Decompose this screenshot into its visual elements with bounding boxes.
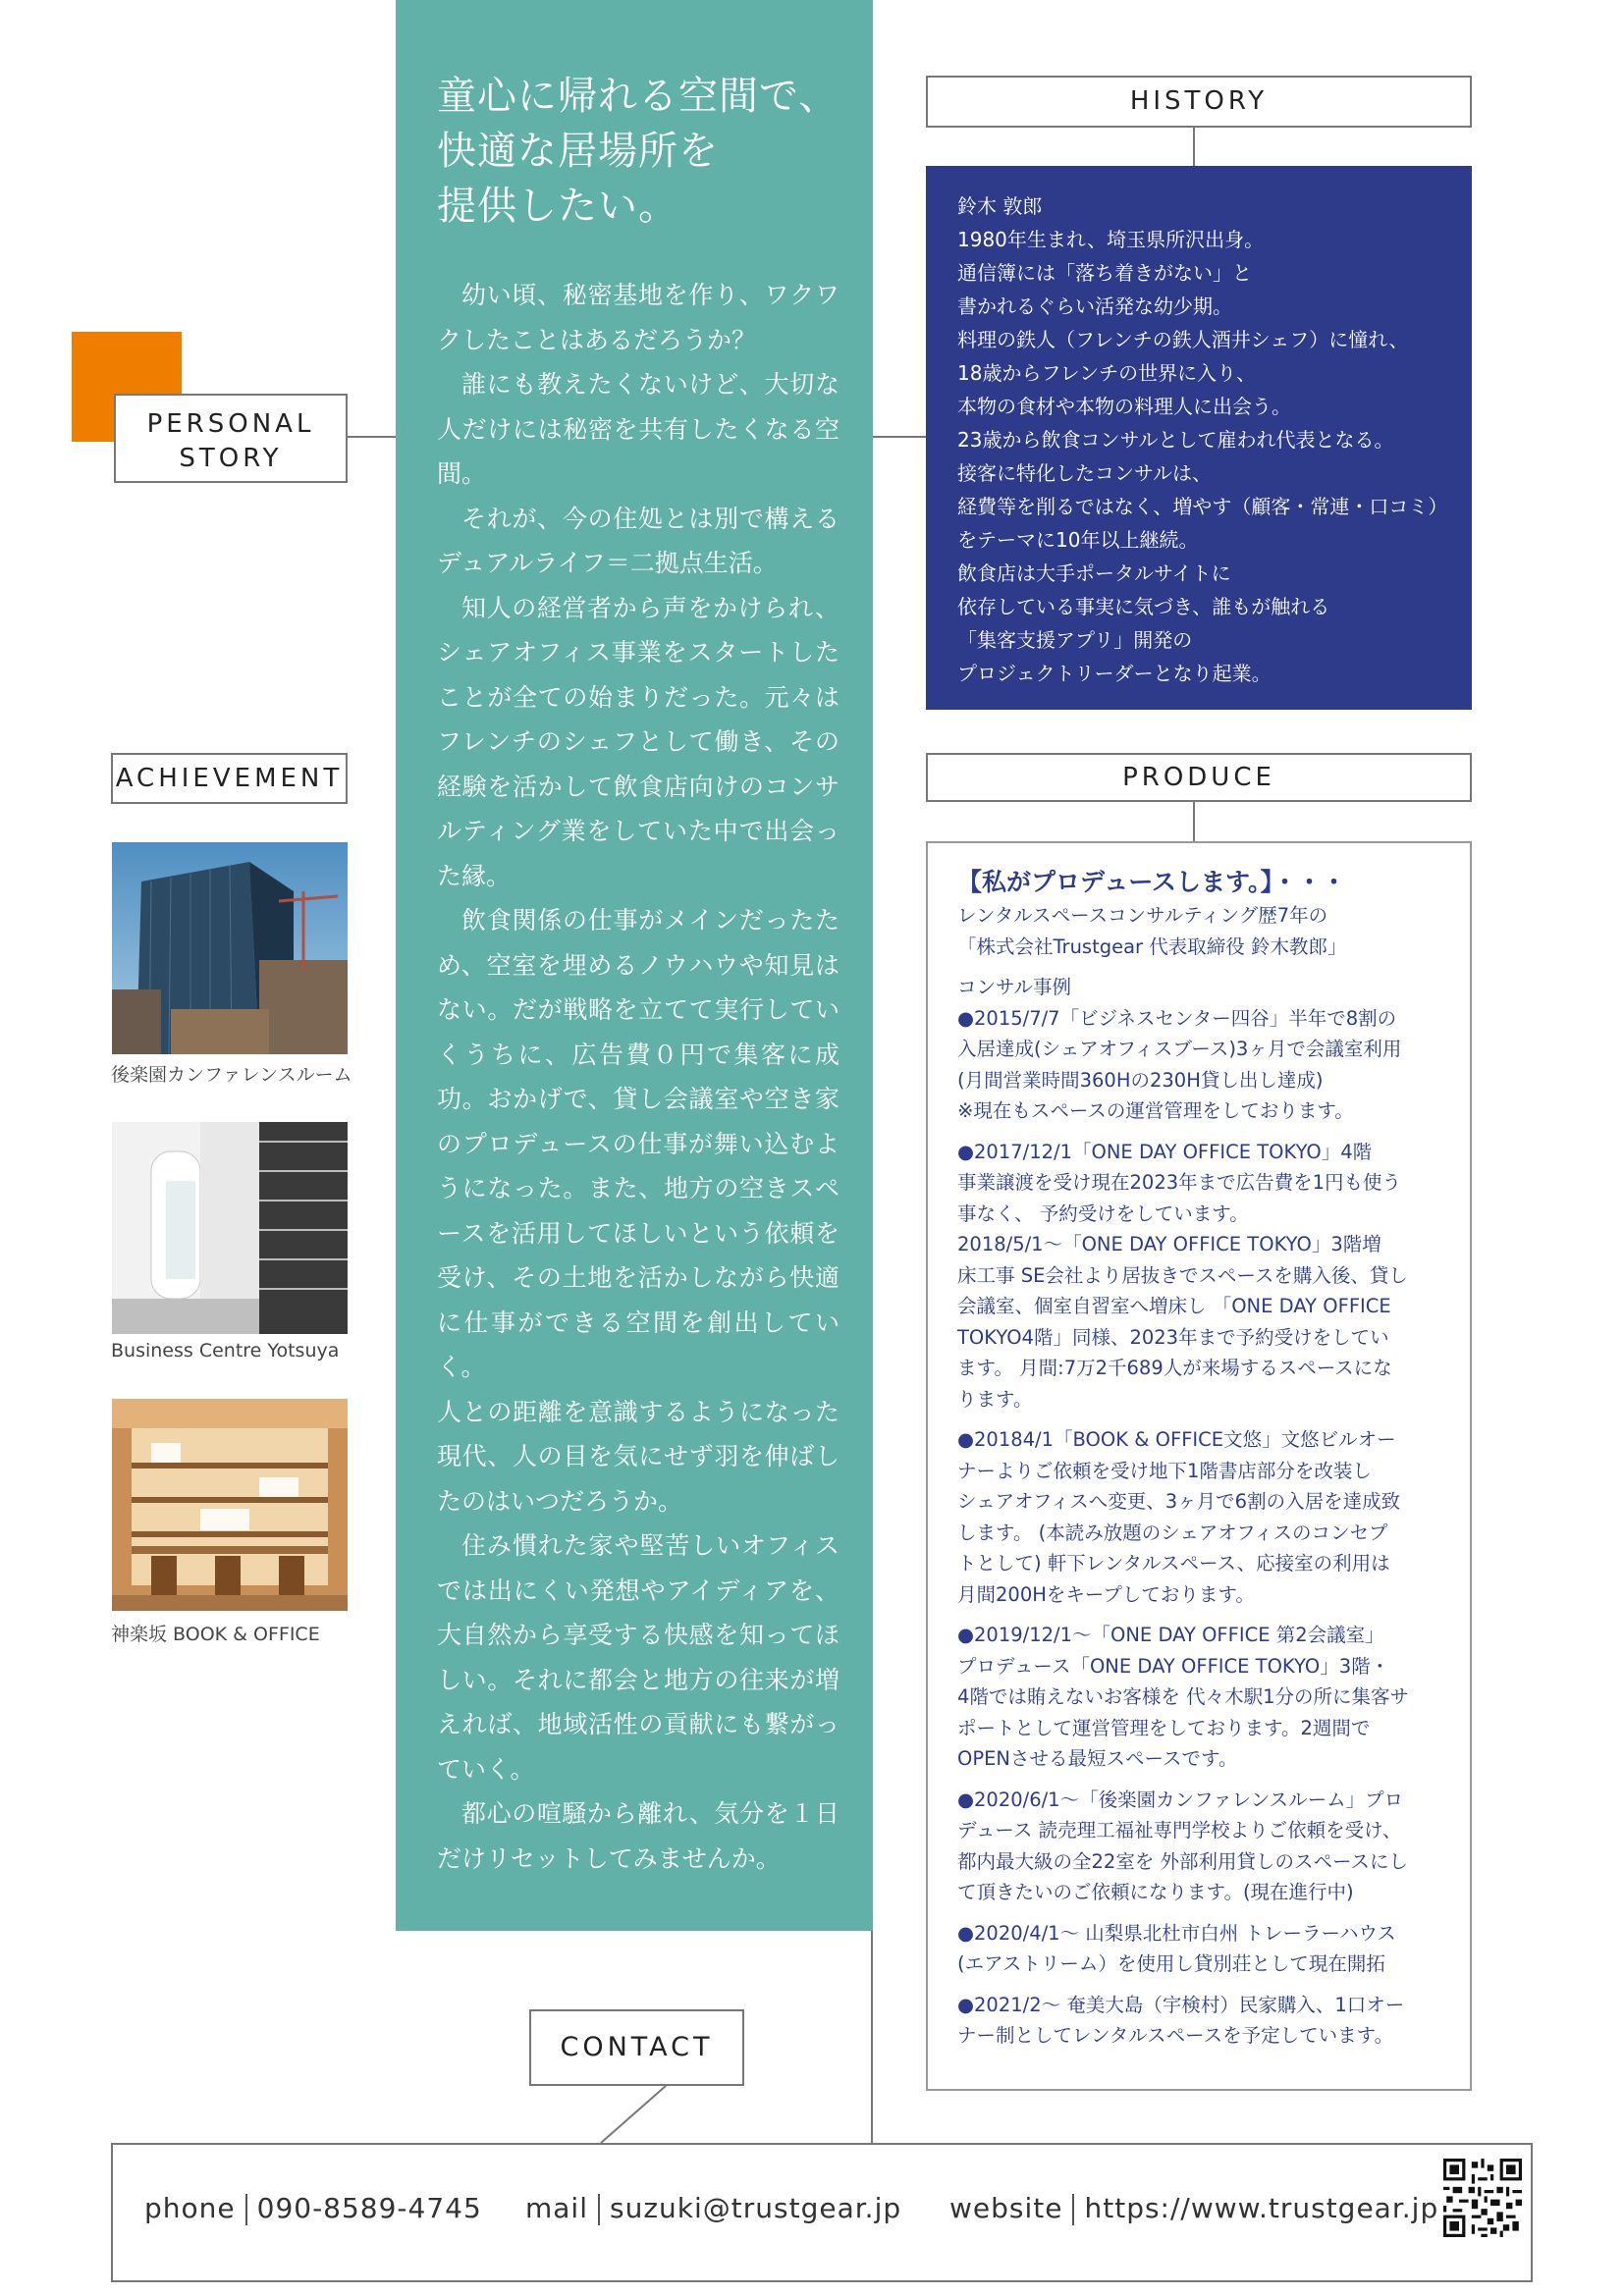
history-line: 飲食店は大手ポータルサイトに: [957, 561, 1231, 585]
produce-entry-line: トとして) 軒下レンタルスペース、応接室の利用は: [957, 1552, 1390, 1575]
produce-entry-line: ●2015/7/7「ビジネスセンター四谷」半年で8割の: [957, 1006, 1397, 1030]
produce-label: PRODUCE: [926, 753, 1472, 802]
contact-label: CONTACT: [529, 2009, 744, 2086]
produce-entry-line: ●2019/12/1～「ONE DAY OFFICE 第2会議室」: [957, 1624, 1384, 1646]
history-line: 1980年生まれ、埼玉県所沢出身。: [957, 228, 1265, 251]
phone-number[interactable]: 090-8589-4745: [256, 2192, 482, 2224]
produce-entry-line: 入居達成(シェアオフィスブース)3ヶ月で会議室利用: [957, 1038, 1402, 1060]
produce-entry-line: 2018/5/1～「ONE DAY OFFICE TOKYO」3階増: [957, 1233, 1381, 1255]
produce-entry-line: ます。 月間:7万2千689人が来場するスペースにな: [957, 1357, 1392, 1379]
produce-intro-line: 「株式会社Trustgear 代表取締役 鈴木教郎」: [957, 934, 1347, 958]
office-room-photo: [112, 1122, 348, 1334]
history-line: 本物の食材や本物の料理人に出会う。: [957, 395, 1291, 418]
history-line: 23歳から飲食コンサルとして雇われ代表となる。: [957, 428, 1394, 452]
produce-entry-line: デュース 読売理工福祉専門学校よりご依頼を受け、: [957, 1819, 1402, 1842]
history-label: HISTORY: [926, 76, 1472, 128]
story-paragraph: それが、今の住処とは別で構えるデュアルライフ＝二拠点生活。: [437, 504, 839, 577]
produce-entry-line: (エアストリーム）を使用し貸別荘として現在開拓: [957, 1952, 1385, 1975]
achievement-caption: 神楽坂 BOOK & OFFICE: [111, 1624, 320, 1645]
story-paragraph: 人との距離を意識するようになった現代、人の目を気にせず羽を伸ばしたのはいつだろうか。: [437, 1397, 839, 1516]
produce-entry-line: て頂きたいのご依頼になります。(現在進行中): [957, 1881, 1354, 1903]
history-line: 「集客支援アプリ」開発の: [957, 628, 1193, 652]
produce-entry-line: 4階では賄えないお客様を 代々木駅1分の所に集客サ: [957, 1685, 1410, 1708]
contact-phone[interactable]: [144, 2192, 482, 2225]
produce-entry-line: ●2021/2～ 奄美大島（宇検村）民家購入、1口オー: [957, 1993, 1405, 2016]
produce-entry-line: 会議室、個室自習室へ増床し 「ONE DAY OFFICE: [957, 1295, 1391, 1317]
story-paragraph: 知人の経営者から声をかけられ、シェアオフィス事業をスタートしたことが全ての始まりだった。元々はフレンチのシェフとして働き、その経験を活かして飲食店向けのコンサルティング業をしていた中で出会った縁。: [437, 593, 839, 890]
story-paragraph: 飲食関係の仕事がメインだったため、空室を埋めるノウハウや知見はない。だが戦略を立てて実行していくうちに、広告費０円で集客に成功。おかげで、貸し会議室や空き家のプロデュースの仕事が舞い込むようになった。また、地方の空きスペースを活用してほしいという依頼を受け、その土地を活かしながら快適に仕事ができる空間を創出していく。: [437, 906, 839, 1381]
achievement-caption: 後楽園カンファレンスルーム: [111, 1064, 352, 1086]
story-paragraph: 幼い頃、秘密基地を作り、ワクワクしたことはあるだろうか？: [437, 281, 839, 354]
headline-line: 提供したい。: [437, 184, 678, 229]
headline-line: 童心に帰れる空間で、: [437, 74, 839, 119]
history-line: 通信簿には「落ち着きがない」と: [957, 261, 1252, 285]
story-column: [396, 0, 873, 1931]
history-line: 18歳からフレンチの世界に入り、: [957, 361, 1257, 385]
center-column-line: [871, 1931, 873, 2143]
achievement-caption: Business Centre Yotsuya: [111, 1340, 340, 1362]
history-line: 料理の鉄人（フレンチの鉄人酒井シェフ）に憧れ、: [957, 328, 1409, 351]
produce-entry: [957, 1620, 1440, 1775]
produce-intro-line: レンタルスペースコンサルティング歴7年の: [957, 904, 1328, 927]
produce-section-label: コンサル事例: [957, 976, 1072, 998]
produce-entry: [957, 1990, 1440, 2052]
website-url[interactable]: https://www.trustgear.jp: [1084, 2192, 1439, 2224]
contact-callout-pointer: [599, 2084, 677, 2145]
mail-label: mail: [525, 2192, 588, 2224]
produce-box: [926, 841, 1472, 2091]
office-building-photo: [112, 842, 348, 1054]
produce-entry-line: OPENさせる最短スペースです。: [957, 1747, 1238, 1770]
personal-story-label-line2: STORY: [179, 444, 283, 473]
produce-title: 【私がプロデュースします。】・・・: [957, 868, 1347, 896]
produce-entry-line: 月間200Hをキープしております。: [957, 1582, 1255, 1606]
produce-entry-line: します。 (本読み放題のシェアオフィスのコンセプ: [957, 1521, 1388, 1544]
contact-bar: [111, 2143, 1533, 2282]
story-paragraph: 都心の喧騒から離れ、気分を１日だけリセットしてみませんか。: [437, 1799, 839, 1873]
produce-entry: [957, 1137, 1440, 1415]
produce-entry-line: ※現在もスペースの運営管理をしております。: [957, 1099, 1354, 1122]
produce-entry-line: ●2020/6/1～「後楽園カンファレンスルーム」プロ: [957, 1788, 1404, 1811]
produce-entry: [957, 1785, 1440, 1908]
history-stem: [1193, 127, 1195, 166]
history-line: 鈴木 敦郎: [957, 194, 1043, 218]
produce-entry-line: プロデュース「ONE DAY OFFICE TOKYO」3階・: [957, 1654, 1390, 1678]
website-label: website: [949, 2192, 1063, 2224]
story-text: [437, 273, 839, 1881]
produce-entry: [957, 1003, 1440, 1127]
history-box: [926, 166, 1472, 710]
produce-entry-line: 床工事 SE会社より居抜きでスペースを購入後、貸し: [957, 1263, 1408, 1287]
produce-entry-line: 事なく、 予約受けをしています。: [957, 1201, 1249, 1225]
history-line: をテーマに10年以上継続。: [957, 528, 1199, 552]
history-line: 接客に特化したコンサルは、: [957, 461, 1212, 485]
produce-entry-line: ります。: [957, 1387, 1033, 1411]
produce-entry-line: ポートとして運営管理をしております。2週間で: [957, 1716, 1371, 1739]
headline: [437, 69, 839, 234]
history-line: 依存している事実に気づき、誰もが触れる: [957, 595, 1330, 618]
story-paragraph: 住み慣れた家や堅苦しいオフィスでは出にくい発想やアイディアを、大自然から享受する快感を知ってほしい。それに都会と地方の往来が増えれば、地域活性の貢献にも繋がっていく。: [437, 1531, 839, 1784]
produce-entry-line: ナー制としてレンタルスペースを予定しています。: [957, 2024, 1394, 2047]
produce-entry-line: ナーよりご依頼を受け地下1階書店部分を改装し: [957, 1459, 1372, 1482]
history-line: 書かれるぐらい活発な幼少期。: [957, 294, 1232, 318]
mail-address[interactable]: suzuki@trustgear.jp: [610, 2192, 902, 2224]
produce-entry-line: TOKYO4階」同様、2023年まで予約受けをしてい: [957, 1325, 1389, 1349]
headline-line: 快適な居場所を: [437, 129, 719, 174]
history-connector: [873, 436, 926, 438]
phone-label: phone: [144, 2192, 236, 2224]
contact-mail[interactable]: [525, 2192, 901, 2225]
produce-entry-line: 都内最大級の全22室を 外部利用貸しのスペースにし: [957, 1849, 1409, 1873]
produce-entry-line: ●2020/4/1～ 山梨県北杜市白州 トレーラーハウス: [957, 1921, 1396, 1945]
personal-story-label-line1: PERSONAL: [146, 409, 315, 439]
personal-story-connector: [347, 436, 398, 438]
produce-entry-line: 事業譲渡を受け現在2023年まで広告費を1円も使う: [957, 1171, 1402, 1194]
story-paragraph: 誰にも教えたくないけど、大切な人だけには秘密を共有したくなる空間。: [437, 370, 839, 488]
produce-entry: [957, 1918, 1440, 1980]
produce-stem: [1193, 800, 1195, 841]
history-line: 経費等を削るではなく、増やす（顧客・常連・口コミ）: [957, 495, 1448, 518]
produce-entry-line: ●20184/1「BOOK & OFFICE文悠」文悠ビルオー: [957, 1428, 1396, 1451]
produce-entry: [957, 1424, 1440, 1610]
produce-entry-line: シェアオフィスへ変更、3ヶ月で6割の入居を達成致: [957, 1490, 1401, 1513]
produce-entry-line: ●2017/12/1「ONE DAY OFFICE TOKYO」4階: [957, 1140, 1373, 1163]
produce-entries: [957, 1003, 1440, 2052]
bookshelf-office-photo: [112, 1399, 348, 1611]
contact-website[interactable]: [949, 2192, 1438, 2225]
achievement-label: ACHIEVEMENT: [111, 753, 348, 804]
produce-entry-line: (月間営業時間360Hの230H貸し出し達成): [957, 1068, 1324, 1092]
personal-story-label: [114, 394, 348, 483]
qr-code-icon[interactable]: [1443, 2159, 1522, 2237]
history-line: プロジェクトリーダーとなり起業。: [957, 662, 1272, 685]
